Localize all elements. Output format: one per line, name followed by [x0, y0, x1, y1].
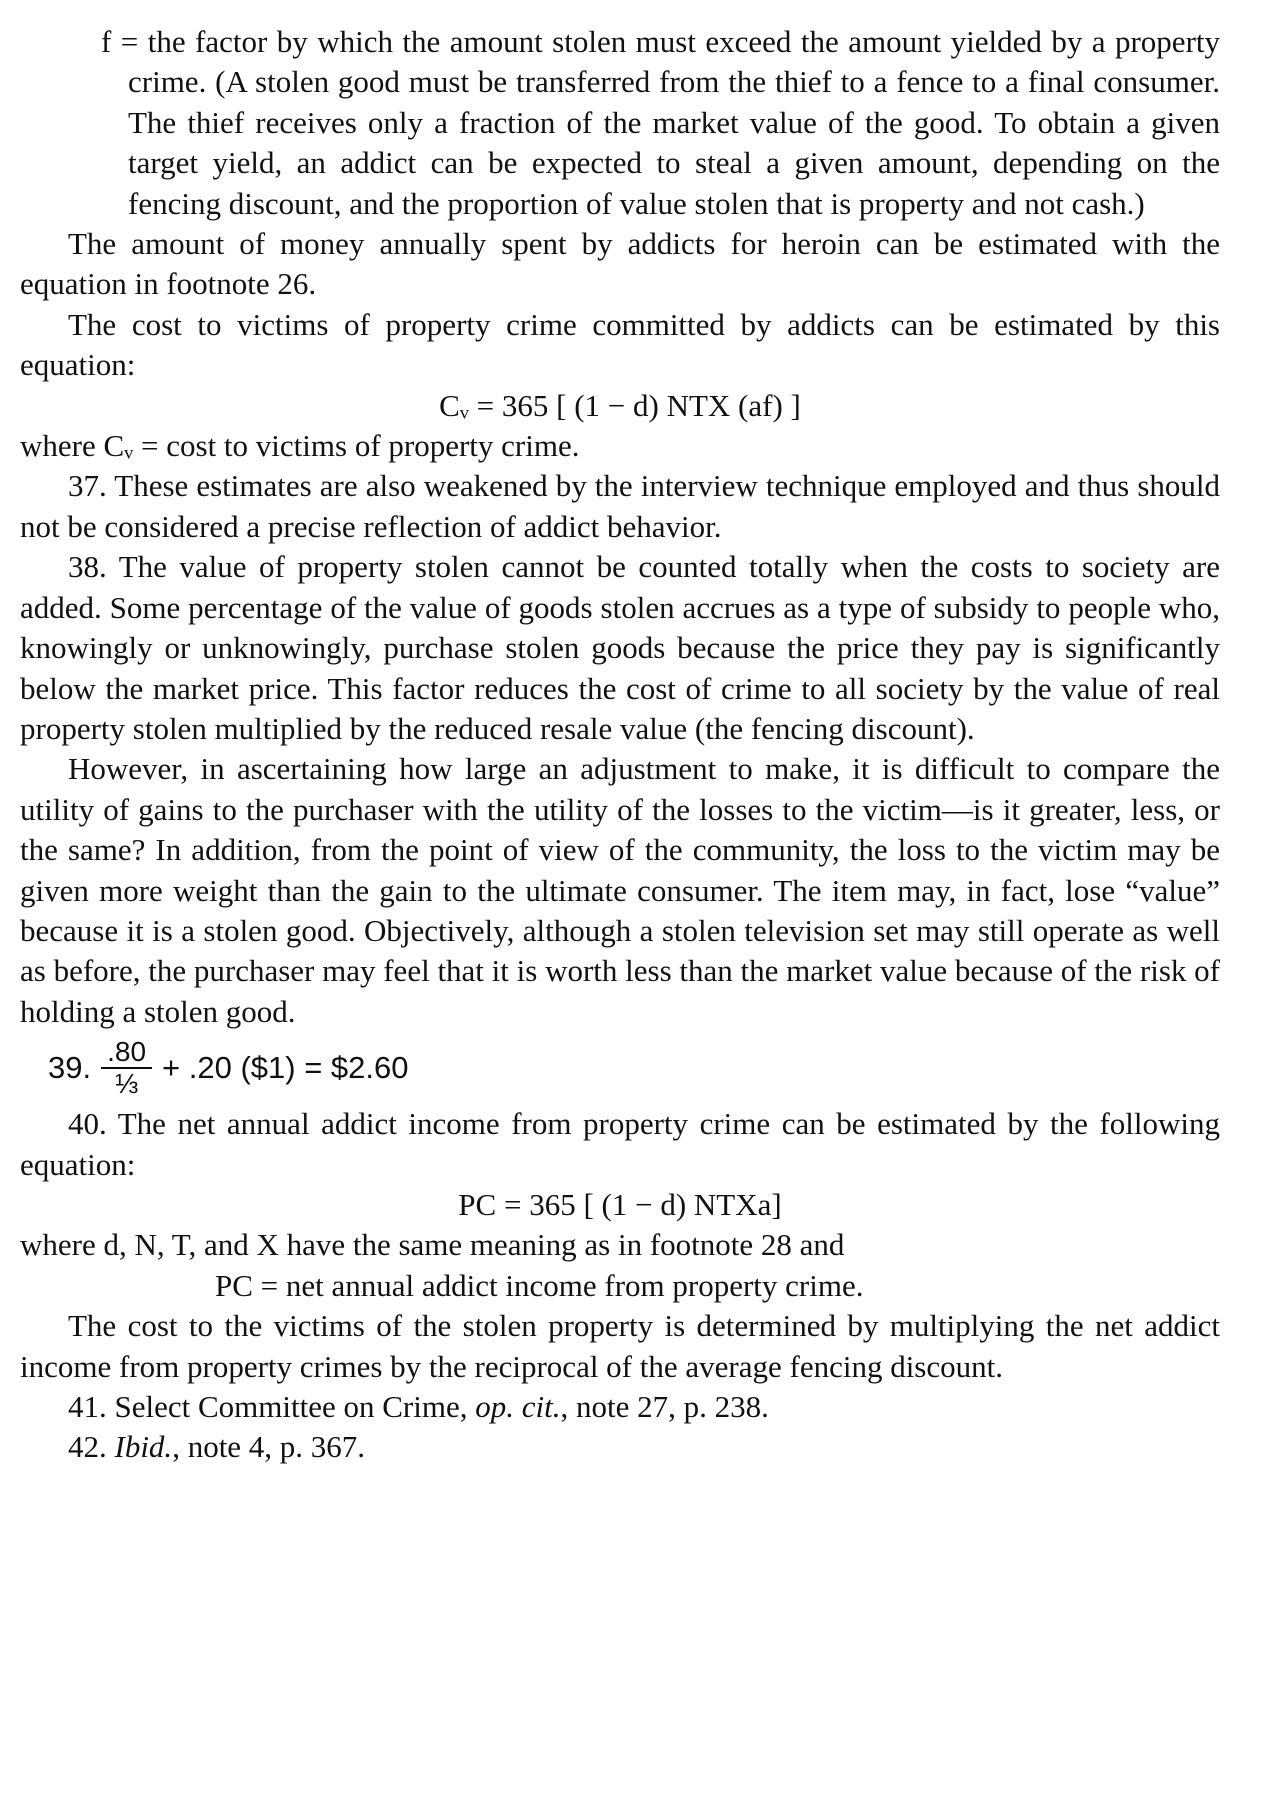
definition-f: f = the factor by which the amount stolen must exceed the amount yielded by a property crime. (A stolen good must be transferred from the thief to a fence to a final consumer. The thief receives only a fraction of the market value of the good. To obtain a given target yield, an addict can be expected to steal a given amount, depending on the fencing discount, and the proportion of value stolen that is property and not cash.): [101, 24, 1220, 221]
fraction: [101, 1037, 152, 1099]
footnote-42-suffix: , note 4, p. 367.: [172, 1429, 366, 1465]
footnote-42: [20, 1427, 1220, 1467]
document-page: [20, 22, 1220, 1468]
fraction-denominator: ⅓: [114, 1068, 139, 1100]
footnote-42-italic: Ibid.: [114, 1429, 173, 1465]
where-pc: where d, N, T, and X have the same meaning as in footnote 28 and: [20, 1227, 845, 1263]
footnote-38: 38. The value of property stolen cannot be counted totally when the costs to society are added. Some percentage of the value of goods stolen accrues as a type of subsidy to people who, knowingly or unknowingly, purchase stolen goods because the price they pay is significantly below the market price. This factor reduces the cost of crime to all society by the value of real property stolen multiplied by the reduced resale value (the fencing discount).: [20, 549, 1220, 746]
definition-pc: PC = net annual addict income from property crime.: [215, 1267, 864, 1303]
footnote-39-rest: + .20 ($1) = $2.60: [162, 1049, 409, 1085]
footnote-41-suffix: , note 27, p. 238.: [560, 1389, 769, 1424]
footnote-41-prefix: 41. Select Committee on Crime,: [68, 1389, 476, 1424]
paragraph-cost-to-victims: The cost to victims of property crime committed by addicts can be estimated by this equation:: [20, 306, 1220, 383]
where-cv: where Cᵥ = cost to victims of property crime.: [20, 428, 580, 464]
footnote-41: [20, 1387, 1220, 1427]
footnote-42-prefix: 42.: [68, 1429, 115, 1465]
footnote-41-italic: op. cit.: [475, 1389, 561, 1424]
footnote-37: 37. These estimates are also weakened by the interview technique employed and thus should not be considered a precise reflection of addict behavior.: [20, 468, 1220, 544]
footnote-39-label: 39.: [48, 1049, 92, 1085]
equation-pc: PC = 365 [ (1 − d) NTXa]: [458, 1186, 782, 1222]
equation-cv: Cᵥ = 365 [ (1 − d) NTX (af) ]: [439, 387, 801, 423]
paragraph-heroin-spending: The amount of money annually spent by addicts for heroin can be estimated with the equation in footnote 26.: [20, 226, 1220, 302]
paragraph-victims-stolen-property: The cost to the victims of the stolen property is determined by multiplying the net addict income from property crimes by the reciprocal of the average fencing discount.: [20, 1308, 1220, 1384]
footnote-40: 40. The net annual addict income from property crime can be estimated by the following equation:: [20, 1106, 1220, 1182]
fraction-numerator: .80: [101, 1037, 152, 1069]
paragraph-however: However, in ascertaining how large an adjustment to make, it is difficult to compare the utility of gains to the purchaser with the utility of the losses to the victim—is it greater, less, or the same? In addition, from the point of view of the community, the loss to the victim may be given more weight than the gain to the ultimate consumer. The item may, in fact, lose “value” because it is a stolen good. Objectively, although a stolen television set may still operate as well as before, the purchaser may feel that it is worth less than the market value because of the risk of holding a stolen good.: [20, 751, 1220, 1029]
footnote-39: [20, 1032, 1220, 1104]
